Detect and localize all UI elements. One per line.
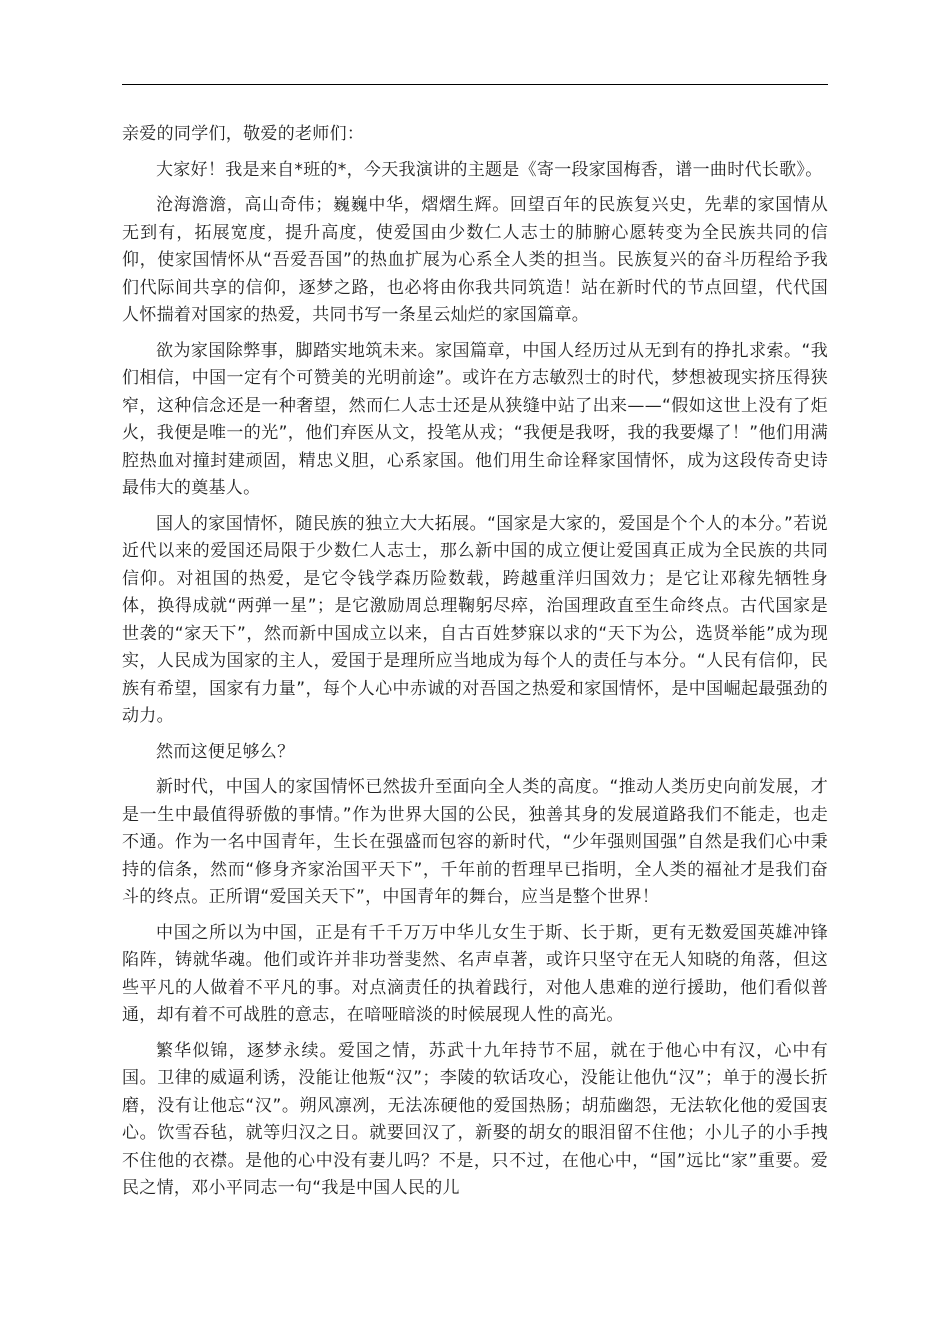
paragraph: 然而这便足够么？ [156, 741, 295, 762]
paragraph: 中国之所以为中国，正是有千千万万中华儿女生于斯、长于斯，更有无数爱国英雄冲锋陷阵，铸就华魂。他们或许并非功誉斐然、名声卓著，或许只坚守在无人知晓的角落，但这些平凡的人做着不平凡的事。对点滴责任的执着践行，对他人患难的逆行援助，他们看似普通，却有着不可战胜的意志，在喑哑暗淡的时候展现人性的高光。 [122, 922, 828, 1025]
paragraph: 沧海澹澹，高山奇伟；巍巍中华，熠熠生辉。回望百年的民族复兴史，先辈的家国情从无到有，拓展宽度，提升高度，使爱国由少数仁人志士的肺腑心愿转变为全民族共同的信仰，使家国情怀从“吾爱吾国”的热血扩展为心系全人类的担当。民族复兴的奋斗历程给予我们代际间共享的信仰，逐梦之路，也必将由你我共同筑造！站在新时代的节点回望，代代国人怀揣着对国家的热爱，共同书写一条星云灿烂的家国篇章。 [122, 195, 828, 325]
paragraph-greeting: 大家好！我是来自*班的*，今天我演讲的主题是《寄一段家国梅香，谱一曲时代长歌》。 [156, 159, 823, 180]
header-rule [122, 84, 828, 85]
paragraph: 繁华似锦，逐梦永续。爱国之情，苏武十九年持节不屈，就在于他心中有汉，心中有国。卫律的威逼利诱，没能让他叛“汉”；李陵的软话攻心，没能让他仇“汉”；单于的漫长折磨，没有让他忘“汉”。朔风凛冽，无法冻硬他的爱国热肠；胡茄幽怨，无法软化他的爱国衷心。饮雪吞毡，就等归汉之日。就要回汉了，新娶的胡女的眼泪留不住他；小儿子的小手拽不住他的衣襟。是他的心中没有妻儿吗？不是，只不过，在他心中，“国”远比“家”重要。爱民之情，邓小平同志一句“我是中国人民的儿 [122, 1040, 828, 1198]
paragraph: 国人的家国情怀，随民族的独立大大拓展。“国家是大家的，爱国是个个人的本分。”若说近代以来的爱国还局限于少数仁人志士，那么新中国的成立便让爱国真正成为全民族的共同信仰。对祖国的热爱，是它令钱学森历险数载，跨越重洋归国效力；是它让邓稼先牺牲身体，换得成就“两弹一星”；是它激励周总理鞠躬尽瘁，治国理政直至生命终点。古代国家是世袭的“家天下”，然而新中国成立以来，自古百姓梦寐以求的“天下为公，选贤举能”成为现实，人民成为国家的主人，爱国于是理所应当地成为每个人的责任与本分。“人民有信仰，民族有希望，国家有力量”，每个人心中赤诚的对吾国之热爱和家国情怀，是中国崛起最强劲的动力。 [122, 513, 828, 726]
speech-body [122, 121, 828, 1211]
salutation: 亲爱的同学们，敬爱的老师们： [122, 124, 365, 144]
paragraph: 新时代，中国人的家国情怀已然拔升至面向全人类的高度。“推动人类历史向前发展，才是一生中最值得骄傲的事情。”作为世界大国的公民，独善其身的发展道路我们不能走，也走不通。作为一名中国青年，生长在强盛而包容的新时代，“少年强则国强”自然是我们心中秉持的信条，然而“修身齐家治国平天下”，千年前的哲理早已指明，全人类的福祉才是我们奋斗的终点。正所谓“爱国关天下”，中国青年的舞台，应当是整个世界！ [122, 777, 828, 907]
paragraph: 欲为家国除弊事，脚踏实地筑未来。家国篇章，中国人经历过从无到有的挣扎求索。“我们相信，中国一定有个可赞美的光明前途”。或许在方志敏烈士的时代，梦想被现实挤压得狭窄，这种信念还是一种奢望，然而仁人志士还是从狭缝中站了出来——“假如这世上没有了炬火，我便是唯一的光”，他们弃医从文，投笔从戎；“我便是我呀，我的我要爆了！”他们用满腔热血对撞封建顽固，精忠义胆，心系家国。他们用生命诠释家国情怀，成为这段传奇史诗最伟大的奠基人。 [122, 340, 828, 498]
